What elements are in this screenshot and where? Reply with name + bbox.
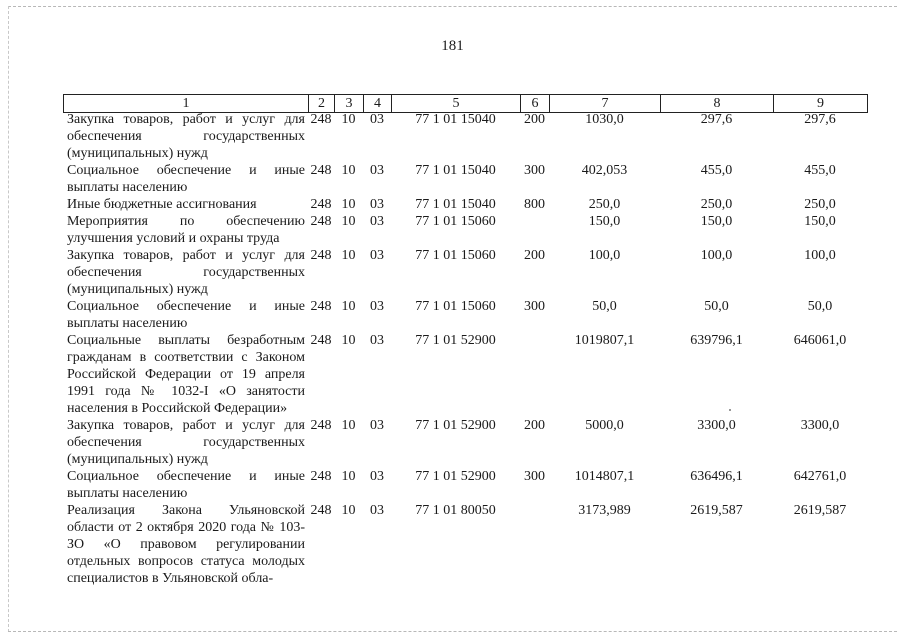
cell-subsection: 03 [370,112,384,127]
header-col-6: 6 [521,95,550,113]
scan-edge-bottom [8,631,897,632]
table-body [63,111,867,587]
cell-amount-year2: 250,0 [700,197,733,212]
cell-amount-year2: 2619,587 [690,503,743,518]
scan-edge-top [8,6,897,7]
cell-amount-year1: 250,0 [588,197,621,212]
cell-target-article: 77 1 01 15040 [415,163,496,178]
cell-amount-year3: 150,0 [804,214,836,229]
cell-amount-year3: 297,6 [804,112,836,127]
cell-target-article: 77 1 01 15060 [415,248,496,263]
cell-subsection: 03 [370,299,384,314]
cell-expense-type: 300 [524,163,545,178]
page-number: 181 [441,38,464,54]
cell-amount-year1: 50,0 [592,299,617,314]
header-row [64,95,868,113]
cell-gov: 248 [310,163,332,178]
cell-subsection: 03 [370,333,384,348]
cell-section: 10 [341,112,356,127]
header-col-9: 9 [774,95,868,113]
header-col-2: 2 [309,95,335,113]
cell-target-article: 77 1 01 52900 [415,418,496,433]
table-row [63,247,867,298]
cell-expense-type: 300 [524,299,545,314]
table-row [63,298,867,332]
cell-amount-year3: 250,0 [804,197,836,212]
scan-edge-left [8,6,9,632]
cell-amount-year2: 100,0 [700,248,733,263]
cell-name: Социальные выплаты безработным гражданам в соответствии с Законом Российской Федерации от 19 апреля 1991 года № 1032-I «О занятости населения в Российской Федерации» [67,333,305,416]
cell-amount-year1: 1014807,1 [574,469,635,484]
cell-subsection: 03 [370,418,384,433]
cell-amount-year2: 297,6 [700,112,733,127]
table-row [63,502,867,587]
header-col-3: 3 [335,95,364,113]
cell-amount-year2: 150,0 [700,214,733,229]
cell-section: 10 [341,503,356,518]
cell-name: Иные бюджетные ассигнования [67,197,257,212]
cell-amount-year1: 1030,0 [585,112,624,127]
cell-amount-year1: 3173,989 [578,503,631,518]
scan-speck [729,409,731,411]
cell-subsection: 03 [370,469,384,484]
cell-gov: 248 [310,299,332,314]
cell-expense-type [520,213,549,247]
table-row [63,468,867,502]
cell-name: Мероприятия по обеспечению улучшения условий и охраны труда [67,214,305,246]
cell-expense-type: 200 [524,418,545,433]
cell-subsection: 03 [370,248,384,263]
cell-amount-year3: 646061,0 [793,333,847,348]
cell-amount-year3: 3300,0 [800,418,840,433]
cell-gov: 248 [310,333,332,348]
cell-amount-year1: 100,0 [588,248,621,263]
table-row [63,332,867,417]
header-col-7: 7 [550,95,661,113]
header-col-4: 4 [364,95,392,113]
cell-target-article: 77 1 01 15060 [415,214,496,229]
cell-amount-year2: 3300,0 [697,418,736,433]
cell-name: Социальное обеспечение и иные выплаты населению [67,469,305,501]
cell-section: 10 [341,197,356,212]
cell-expense-type [520,332,549,417]
cell-name: Закупка товаров, работ и услуг для обеспечения государственных (муниципальных) нужд [67,248,305,297]
cell-expense-type: 800 [524,197,545,212]
cell-subsection: 03 [370,503,384,518]
cell-expense-type: 200 [524,112,545,127]
cell-amount-year3: 642761,0 [793,469,847,484]
cell-amount-year2: 455,0 [700,163,733,178]
cell-expense-type: 300 [524,469,545,484]
cell-gov: 248 [310,418,332,433]
cell-amount-year2: 639796,1 [690,333,743,348]
cell-name: Социальное обеспечение и иные выплаты населению [67,163,305,195]
cell-amount-year1: 5000,0 [585,418,624,433]
cell-amount-year1: 150,0 [588,214,621,229]
cell-gov: 248 [310,469,332,484]
cell-target-article: 77 1 01 52900 [415,333,496,348]
cell-subsection: 03 [370,197,384,212]
cell-amount-year1: 1019807,1 [574,333,635,348]
header-col-5: 5 [392,95,521,113]
cell-section: 10 [341,163,356,178]
cell-section: 10 [341,214,356,229]
cell-amount-year3: 455,0 [804,163,836,178]
table-row [63,111,867,162]
cell-name: Закупка товаров, работ и услуг для обеспечения государственных (муниципальных) нужд [67,418,305,467]
cell-target-article: 77 1 01 52900 [415,469,496,484]
cell-name: Социальное обеспечение и иные выплаты населению [67,299,305,331]
table-row [63,162,867,196]
cell-gov: 248 [310,248,332,263]
cell-subsection: 03 [370,214,384,229]
cell-amount-year3: 2619,587 [793,503,847,518]
cell-section: 10 [341,299,356,314]
cell-name: Закупка товаров, работ и услуг для обеспечения государственных (муниципальных) нужд [67,112,305,161]
table-row [63,417,867,468]
cell-gov: 248 [310,112,332,127]
cell-section: 10 [341,469,356,484]
cell-gov: 248 [310,214,332,229]
cell-amount-year3: 100,0 [804,248,836,263]
cell-target-article: 77 1 01 15040 [415,112,496,127]
cell-subsection: 03 [370,163,384,178]
cell-amount-year1: 402,053 [581,163,628,178]
table-row [63,213,867,247]
cell-section: 10 [341,248,356,263]
cell-amount-year3: 50,0 [807,299,833,314]
cell-section: 10 [341,418,356,433]
cell-amount-year2: 636496,1 [690,469,743,484]
cell-target-article: 77 1 01 80050 [415,503,496,518]
cell-target-article: 77 1 01 15060 [415,299,496,314]
cell-expense-type: 200 [524,248,545,263]
cell-amount-year2: 50,0 [704,299,729,314]
cell-name: Реализация Закона Ульяновской области от 2 октября 2020 года № 103-ЗО «О правовом регулировании отдельных вопросов статуса молодых специалистов в Ульяновской обла- [67,503,305,586]
header-col-1: 1 [64,95,309,113]
cell-section: 10 [341,333,356,348]
header-col-8: 8 [661,95,774,113]
cell-expense-type [520,502,549,587]
table-row [63,196,867,213]
cell-gov: 248 [310,503,332,518]
cell-target-article: 77 1 01 15040 [415,197,496,212]
cell-gov: 248 [310,197,332,212]
